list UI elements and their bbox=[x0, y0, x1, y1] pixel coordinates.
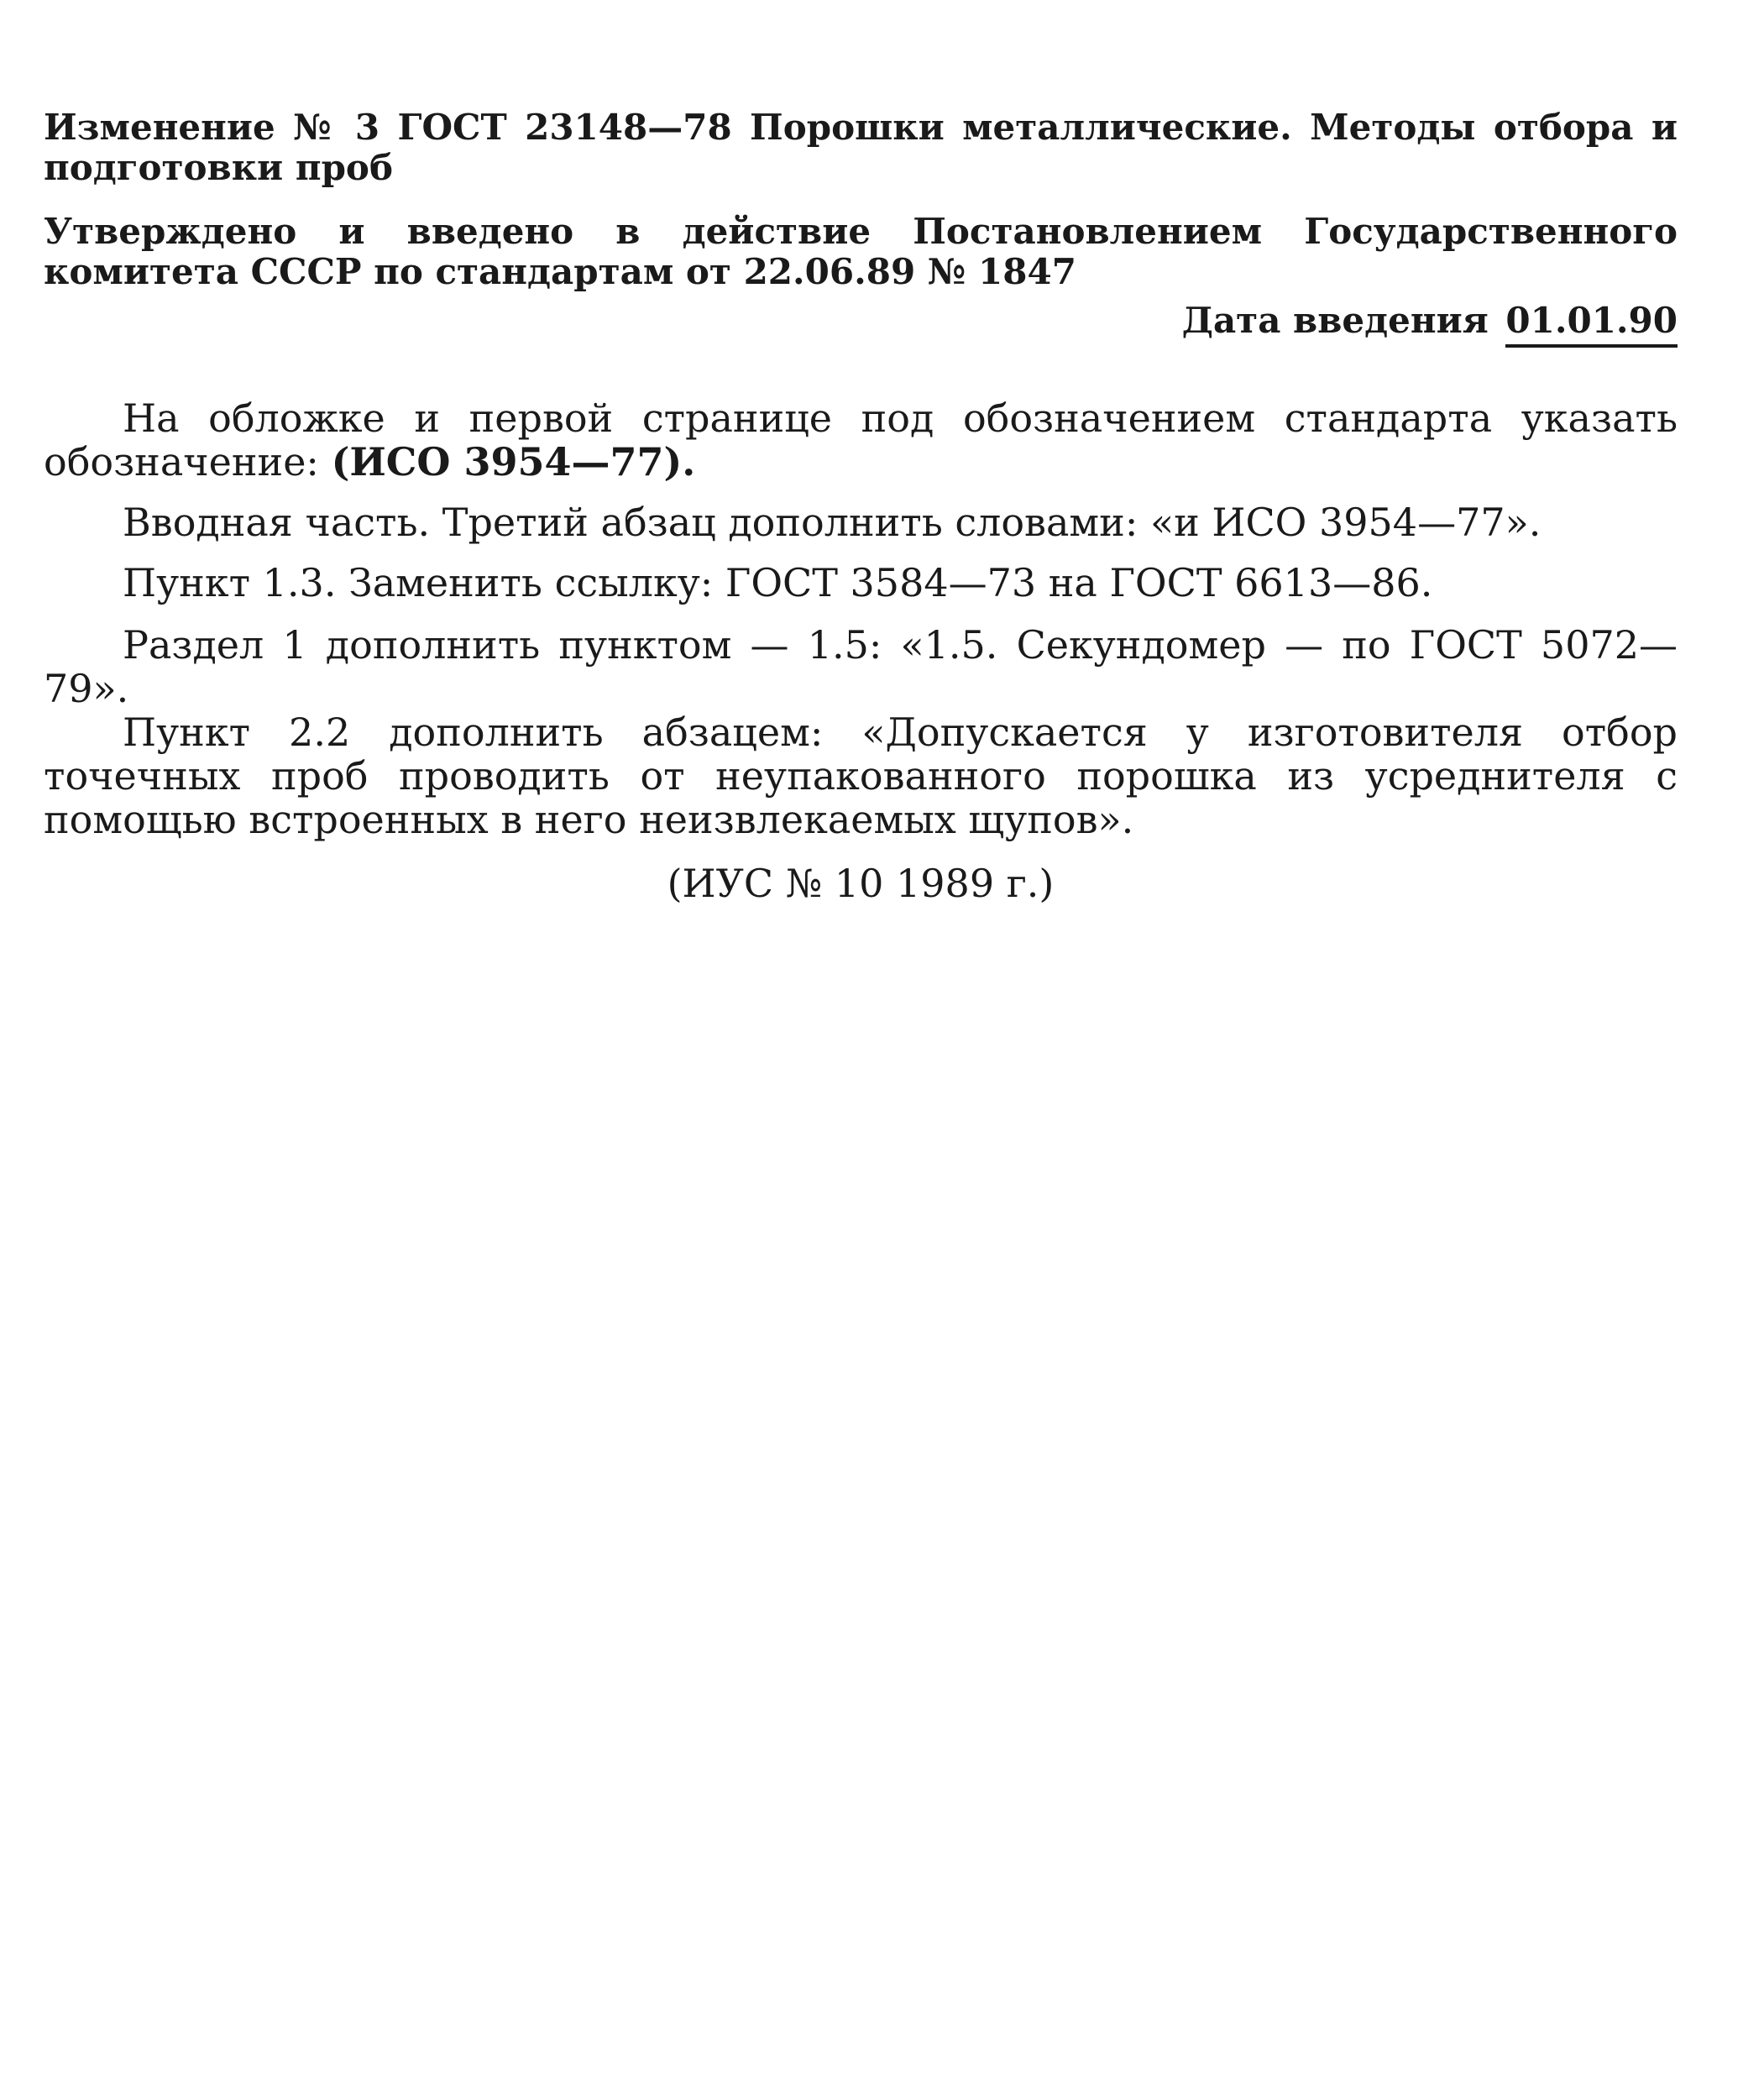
paragraph-introductory-part: Вводная часть. Третий абзац дополнить словами: «и ИСО 3954—77». bbox=[123, 500, 1542, 545]
publication-source: (ИУС № 10 1989 г.) bbox=[667, 861, 1055, 906]
approval-statement: Утверждено и введено в действие Постановлением Государственного комитета СССР по стандартам от 22.06.89 № 1847 bbox=[44, 211, 1678, 292]
document-page bbox=[44, 107, 1678, 945]
paragraph-item-1-3: Пункт 1.3. Заменить ссылку: ГОСТ 3584—73 на ГОСТ 6613—86. bbox=[123, 560, 1433, 605]
iso-designation: (ИСО 3954—77). bbox=[331, 439, 696, 485]
paragraph-cover-designation bbox=[44, 396, 1678, 484]
paragraph-item-2-2: Пункт 2.2 дополнить абзацем: «Допускается у изготовителя отбор точечных проб проводить от неупакованного порошка из усреднителя с помощью встроенных в него неизвлекаемых щупов». bbox=[44, 710, 1678, 842]
document-title: Изменение № 3 ГОСТ 23148—78 Порошки металлические. Методы отбора и подготовки проб bbox=[44, 107, 1678, 188]
paragraph-section-1: Раздел 1 дополнить пунктом — 1.5: «1.5. Секундомер — по ГОСТ 5072—79». bbox=[44, 622, 1678, 711]
introduction-date-label: Дата введения bbox=[1181, 300, 1489, 341]
introduction-date-value: 01.01.90 bbox=[1505, 299, 1678, 348]
introduction-date bbox=[44, 299, 1678, 348]
paragraph-cover-text: На обложке и первой странице под обозначением стандарта указать обозначение: bbox=[44, 395, 1678, 485]
